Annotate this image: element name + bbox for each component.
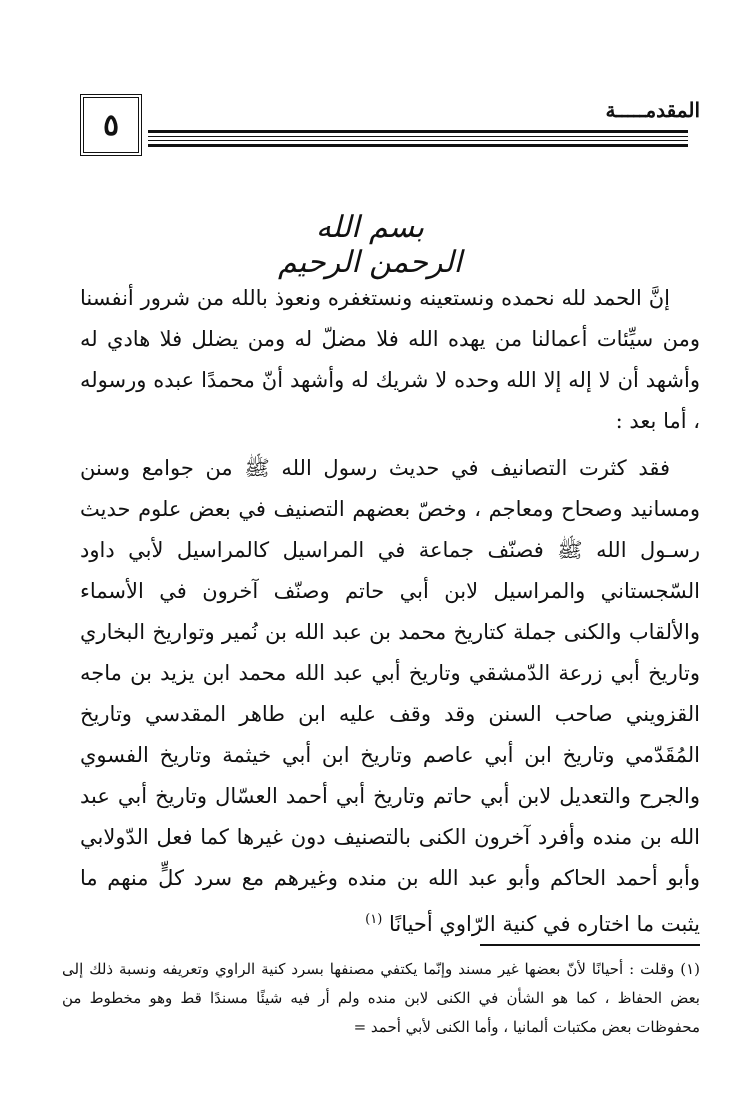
page-number: ٥	[102, 107, 120, 143]
paragraph-intro: إنَّ الحمد لله نحمده ونستعينه ونستغفره ونعوذ بالله من شرور أنفسنا ومن سيِّئات أعمالنا من يهده الله فلا مضلّ له ومن يضلل فلا هادي له وأشهد أن لا إله إلا الله وحده لا شريك له وأشهد أنّ محمدًا عبده ورسوله ، أما بعد :	[80, 286, 700, 433]
paragraph-main-text: فقد كثرت التصانيف في حديث رسول الله ﷺ من جوامع وسنن ومسانيد وصحاح ومعاجم ، وخصّ بعضهم التصنيف في بعض علوم حديث رسـول الله ﷺ فصنّف جماعة في المراسيل كالمراسيل لأبي داود السّجستاني والمراسيل لابن أبي حاتم وصنّف آخرون في الأسماء والألقاب والكنى جملة كتاريخ محمد بن عبد الله بن نُمير وتواريخ البخاري وتاريخ أبي زرعة الدّمشقي وتاريخ أبي عبد الله محمد ابن يزيد بن ماجه القزويني صاحب السنن وقد وقف عليه ابن طاهر المقدسي وتاريخ المُقَدّمي وتاريخ ابن أبي عاصم وتاريخ ابن أبي خيثمة وتاريخ الفسوي والجرح والتعديل لابن أبي حاتم وتاريخ أبي أحمد العسّال وتاريخ أبي عبد الله بن منده وأفرد آخرون الكنى بالتصنيف دون غيرها كما فعل الدّولابي وأبو أحمد الحاكم وأبو عبد الله بن منده وغيرهم مع سرد كلٍّ منهم ما يثبت ما اختاره في كنية الرّاوي أحيانًا	[80, 456, 700, 936]
footnote-reference: (١)	[365, 912, 383, 927]
basmala-calligraphy: بسم الله الرحمن الرحيم	[278, 210, 462, 280]
paragraph-main	[80, 448, 700, 945]
chapter-title: المقدمـــــة	[605, 98, 700, 122]
main-text	[80, 278, 700, 945]
page-number-box	[80, 94, 142, 156]
page-header	[80, 92, 700, 164]
footnote-separator	[480, 944, 700, 946]
footnote: (١) وقلت : أحيانًا لأنّ بعضها غير مسند وإنّما يكتفي مصنفها بسرد كنية الراوي وتعريفه ونسبة ذلك إلى بعض الحفاظ ، كما هو الشأن في الكنى لابن منده ولم أر فيه شيئًا مسندًا قط وهو مخطوط من محفوظات بعض مكتبات ألمانيا ، وأما الكنى لأبي أحمد =	[62, 960, 701, 1036]
header-rule	[148, 130, 688, 147]
